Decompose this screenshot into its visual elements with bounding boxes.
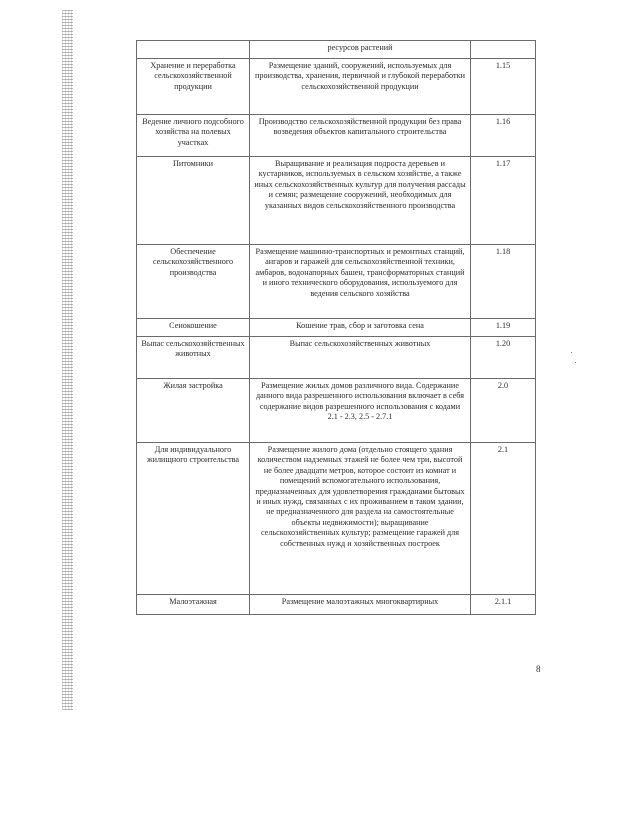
table-row (137, 115, 536, 157)
cell-name: Малоэтажная (137, 595, 250, 615)
cell-name: Ведение личного подсобного хозяйства на полевых участках (137, 115, 250, 157)
cell-description: Выпас сельскохозяйственных животных (250, 337, 471, 379)
table-row (137, 157, 536, 245)
cell-code: 2.0 (471, 379, 536, 443)
table-row (137, 59, 536, 115)
table-row (137, 379, 536, 443)
cell-code (471, 41, 536, 59)
cell-code: 1.17 (471, 157, 536, 245)
table-row (137, 319, 536, 337)
scan-speck (575, 362, 576, 363)
scan-edge-artifact (62, 10, 73, 710)
scan-speck (571, 352, 572, 353)
cell-code: 1.20 (471, 337, 536, 379)
cell-description: Размещение машинно-транспортных и ремонтных станций, ангаров и гаражей для сельскохозяйственной техники, амбаров, водонапорных башен, трансформаторных станций и иного технического оборудования, используемого для ведения сельского хозяйства (250, 245, 471, 319)
cell-description: Выращивание и реализация подроста деревьев и кустарников, используемых в сельском хозяйстве, а также иных сельскохозяйственных культур для получения рассады и семян; размещение сооружений, необходимых для указанных видов сельскохозяйственного производства (250, 157, 471, 245)
cell-code: 2.1 (471, 443, 536, 595)
cell-name: Хранение и переработка сельскохозяйственной продукции (137, 59, 250, 115)
cell-code: 1.19 (471, 319, 536, 337)
cell-description: Кошение трав, сбор и заготовка сена (250, 319, 471, 337)
cell-name (137, 41, 250, 59)
table-row (137, 595, 536, 615)
cell-name: Обеспечение сельскохозяйственного производства (137, 245, 250, 319)
page-number: 8 (536, 664, 541, 674)
cell-description: Размещение зданий, сооружений, используемых для производства, хранения, первичной и глубокой переработки сельскохозяйственной продукции (250, 59, 471, 115)
table-row (137, 245, 536, 319)
table-row (137, 41, 536, 59)
table-row (137, 337, 536, 379)
cell-code: 1.15 (471, 59, 536, 115)
cell-code: 2.1.1 (471, 595, 536, 615)
cell-name: Для индивидуального жилищного строительства (137, 443, 250, 595)
cell-name: Питомники (137, 157, 250, 245)
cell-description: Размещение жилых домов различного вида. Содержание данного вида разрешенного использования включает в себя содержание видов разрешенного использования с кодами 2.1 - 2.3, 2.5 - 2.7.1 (250, 379, 471, 443)
cell-name: Выпас сельскохозяйственных животных (137, 337, 250, 379)
land-use-table (136, 40, 536, 615)
cell-code: 1.16 (471, 115, 536, 157)
cell-name: Жилая застройка (137, 379, 250, 443)
cell-description: ресурсов растений (250, 41, 471, 59)
cell-description: Производство сельскохозяйственной продукции без права возведения объектов капитального строительства (250, 115, 471, 157)
cell-code: 1.18 (471, 245, 536, 319)
cell-name: Сенокошение (137, 319, 250, 337)
table-row (137, 443, 536, 595)
cell-description: Размещение жилого дома (отдельно стоящего здания количеством надземных этажей не более чем три, высотой не более двадцати метров, которое состоит из комнат и помещений вспомогательного использования, предназначенных для удовлетворения гражданами бытовых и иных нужд, связанных с их проживанием в таком здании, не предназначенного для раздела на самостоятельные объекты недвижимости); выращивание сельскохозяйственных культур; размещение гаражей для собственных нужд и хозяйственных построек (250, 443, 471, 595)
cell-description: Размещение малоэтажных многоквартирных (250, 595, 471, 615)
